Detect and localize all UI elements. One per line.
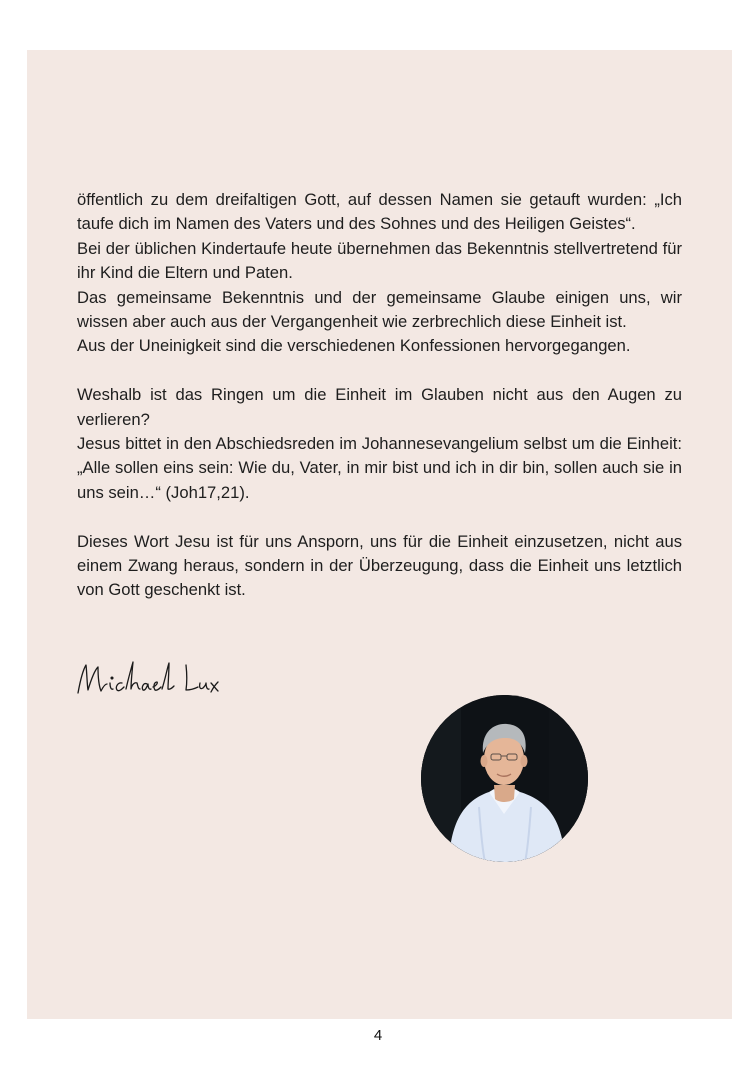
paragraph: Jesus bittet in den Abschiedsreden im Johannesevangelium selbst um die Einheit: „Alle sollen eins sein: Wie du, Vater, in mir bist und ich in dir bin, sollen auch sie in uns sein…“ (Joh17,21). — [77, 434, 682, 502]
letter-body — [77, 188, 682, 603]
handwritten-signature — [74, 656, 224, 700]
paragraph: Das gemeinsame Bekenntnis und der gemeinsame Glaube einigen uns, wir wissen aber auch aus der Vergangenheit wie zerbrechlich diese Einheit ist. — [77, 287, 682, 332]
paragraph: öffentlich zu dem dreifaltigen Gott, auf dessen Namen sie getauft wurden: „Ich taufe dich im Namen des Vaters und des Sohnes und des Heiligen Geistes“. — [77, 190, 682, 234]
page-number: 4 — [373, 1027, 383, 1044]
paragraph-gap — [77, 359, 682, 383]
paragraph: Aus der Uneinigkeit sind die verschiedenen Konfessionen hervorgegangen. — [77, 336, 631, 356]
paragraph-gap — [77, 505, 682, 529]
paragraph: Weshalb ist das Ringen um die Einheit im Glauben nicht aus den Augen zu verlieren? — [77, 385, 682, 429]
paragraph: Dieses Wort Jesu ist für uns Ansporn, uns für die Einheit einzusetzen, nicht aus einem Zwang heraus, sondern in der Überzeugung, dass die Einheit uns letztlich von Gott geschenkt ist. — [77, 531, 682, 600]
paragraph: Bei der üblichen Kindertaufe heute übernehmen das Bekenntnis stellvertretend für ihr Kind die Eltern und Paten. — [77, 238, 682, 283]
portrait-photo — [421, 695, 588, 862]
